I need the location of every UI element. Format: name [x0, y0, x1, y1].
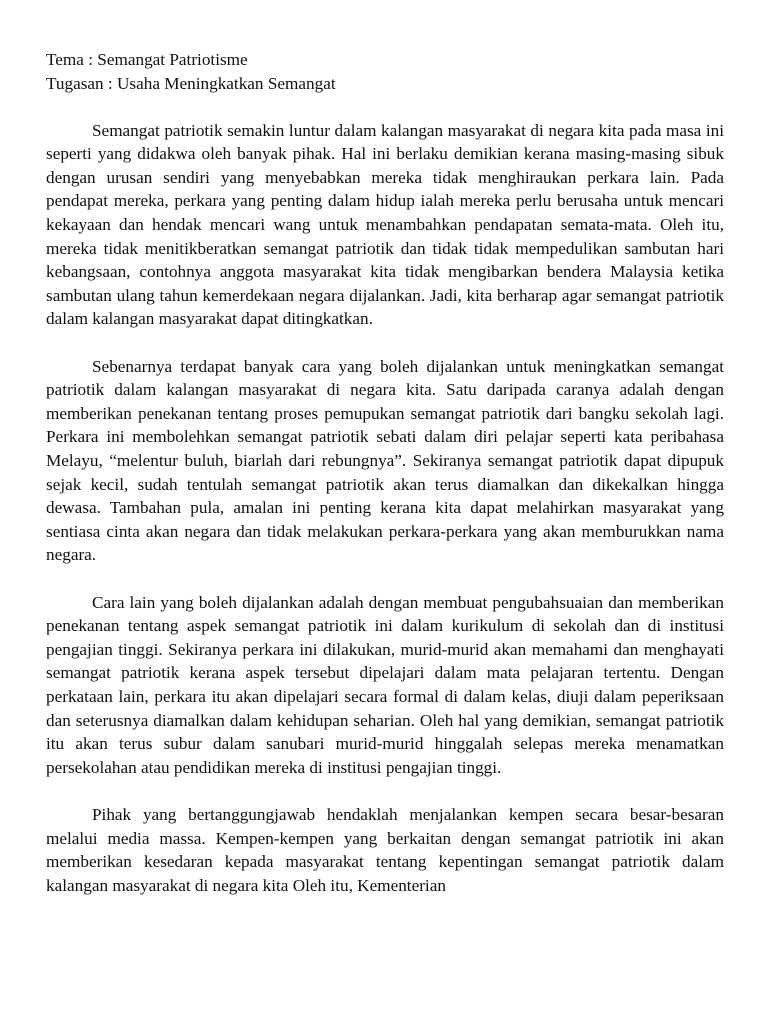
spacer	[46, 567, 724, 591]
spacer	[46, 331, 724, 355]
paragraph-1: Semangat patriotik semakin luntur dalam kalangan masyarakat di negara kita pada masa ini seperti yang didakwa oleh banyak pihak. Hal ini berlaku demikian kerana masing-masing sibuk dengan urusan sendiri yang menyebabkan mereka tidak menghiraukan perkara lain. Pada pendapat mereka, perkara yang penting dalam hidup ialah mereka perlu berusaha untuk mencari kekayaan dan hendak mencari wang untuk menambahkan pendapatan semata-mata. Oleh itu, mereka tidak menitikberatkan semangat patriotik dan tidak tidak mempedulikan sambutan hari kebangsaan, contohnya anggota masyarakat kita tidak mengibarkan bendera Malaysia ketika sambutan ulang tahun kemerdekaan negara dijalankan. Jadi, kita berharap agar semangat patriotik dalam kalangan masyarakat dapat ditingkatkan.	[46, 120, 724, 329]
theme-heading: Tema : Semangat Patriotisme	[46, 50, 248, 69]
paragraph-4: Pihak yang bertanggungjawab hendaklah menjalankan kempen secara besar-besaran melalui media massa. Kempen-kempen yang berkaitan dengan semangat patriotik ini akan memberikan kesedaran kepada masyarakat tentang kepentingan semangat patriotik dalam kalangan masyarakat di negara kita Oleh itu, Kementerian	[46, 805, 724, 895]
paragraph-3: Cara lain yang boleh dijalankan adalah dengan membuat pengubahsuaian dan memberikan penekanan tentang aspek semangat patriotik ini dalam kurikulum di sekolah dan di institusi pengajian tinggi. Sekiranya perkara ini dilakukan, murid-murid akan memahami dan menghayati semangat patriotik kerana aspek tersebut dipelajari dalam mata pelajaran tertentu. Dengan perkataan lain, perkara itu akan dipelajari secara formal di dalam kelas, diuji dalam peperiksaan dan seterusnya diamalkan dalam kehidupan seharian. Oleh hal yang demikian, semangat patriotik itu akan terus subur dalam sanubari murid-murid hinggalah selepas mereka menamatkan persekolahan atau pendidikan mereka di institusi pengajian tinggi.	[46, 592, 724, 777]
assignment-heading: Tugasan : Usaha Meningkatkan Semangat	[46, 73, 336, 93]
spacer	[46, 779, 724, 803]
document-page	[46, 48, 724, 897]
paragraph-2: Sebenarnya terdapat banyak cara yang boleh dijalankan untuk meningkatkan semangat patriotik dalam kalangan masyarakat di negara kita. Satu daripada caranya adalah dengan memberikan penekanan tentang proses pemupukan semangat patriotik dari bangku sekolah lagi. Perkara ini membolehkan semangat patriotik sebati dalam diri pelajar seperti kata peribahasa Melayu, “melentur buluh, biarlah dari rebungnya”. Sekiranya semangat patriotik dapat dipupuk sejak kecil, sudah tentulah semangat patriotik akan terus diamalkan dan dikekalkan hingga dewasa. Tambahan pula, amalan ini penting kerana kita dapat melahirkan masyarakat yang sentiasa cinta akan negara dan tidak melakukan perkara-perkara yang akan memburukkan nama negara.	[46, 356, 724, 565]
spacer	[46, 95, 724, 118]
